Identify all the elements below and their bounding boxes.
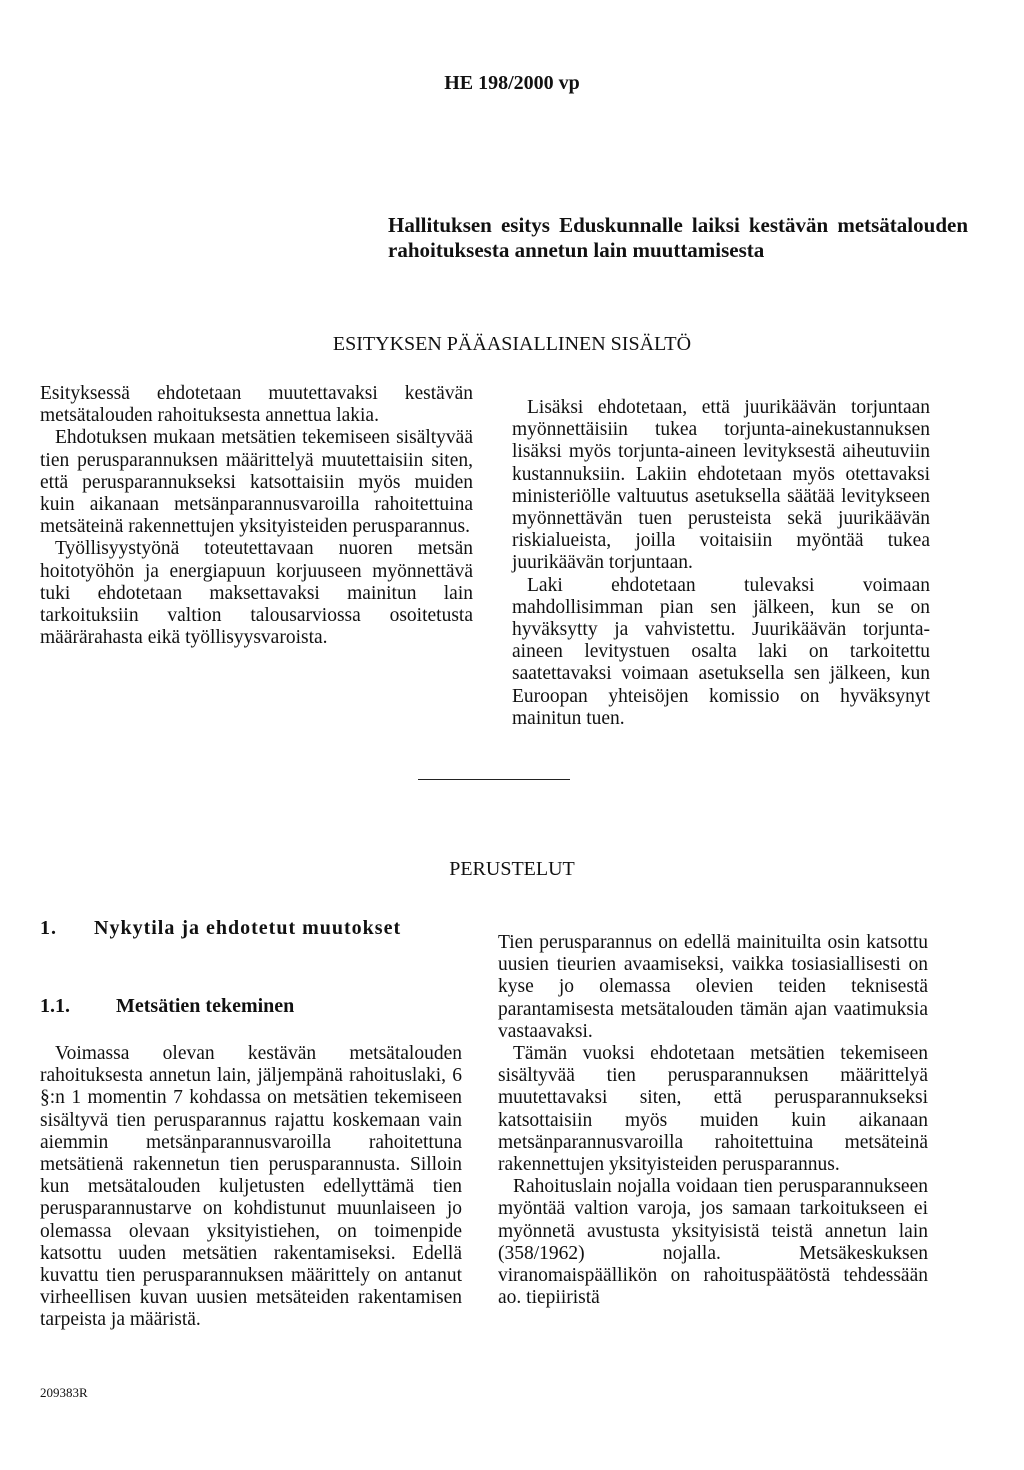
- rationale-right-column: [498, 932, 928, 1309]
- summary-heading: ESITYKSEN PÄÄASIALLINEN SISÄLTÖ: [332, 333, 692, 355]
- summary-left-paragraph: Työllisyystyönä toteutettavaan nuoren metsän hoitotyöhön ja energiapuun korjuuseen myönnettävä tuki ehdotetaan maksettavaksi mainitun lain tarkoituksiin valtion talousarviossa osoitetusta määrärahasta eikä työllisyysvaroista.: [40, 538, 473, 649]
- document-id-header: HE 198/2000 vp: [444, 72, 580, 94]
- rationale-right-paragraph: Tämän vuoksi ehdotetaan metsätien tekemiseen sisältyvää tien perusparannuksen määrittelyä muutettavaksi siten, että perusparannukseksi katsottaisiin myös muiden kuin aikanaan metsänparannusvaroilla rahoitettuina metsäteinä rakennettujen yksityisteiden perusparannus.: [498, 1043, 928, 1176]
- summary-left-paragraph: Esityksessä ehdotetaan muutettavaksi kestävän metsätalouden rahoituksesta annettua lakia.: [40, 383, 473, 427]
- summary-left-column: [40, 383, 473, 649]
- section-1-title: Nykytila ja ehdotetut muutokset: [94, 917, 402, 939]
- document-code: 209383R: [40, 1385, 88, 1400]
- section-divider: [418, 779, 570, 780]
- summary-right-column: [512, 397, 930, 730]
- summary-right-paragraph: Laki ehdotetaan tulevaksi voimaan mahdollisimman pian sen jälkeen, kun se on hyväksytty ja vahvistettu. Juurikäävän torjunta-aineen levitystuen osalta laki on tarkoitettu saatettavaksi voimaan asetuksella sen jälkeen, kun Euroopan yhteisöjen komissio on hyväksynyt mainitun tuen.: [512, 574, 930, 729]
- rationale-left-column: [40, 1043, 462, 1332]
- rationale-right-paragraph: Tien perusparannus on edellä mainituilta osin katsottu uusien tieurien avaamiseksi, vaikka tosiasiallisesti on kyse jo olemassa olevien teiden teknisestä parantamisesta metsätalouden tämän ajan vaatimuksia vastaavaksi.: [498, 932, 928, 1042]
- section-1-1-number: 1.1.: [40, 995, 70, 1017]
- rationale-left-paragraph: Voimassa olevan kestävän metsätalouden rahoituksesta annetun lain, jäljempänä rahoituslaki, 6 §:n 1 momentin 7 kohdassa on metsätien tekemiseen sisältyvä tien perusparannus rajattu koskemaan vain aiemmin metsänparannusvaroilla rahoitettuna metsätienä rakennetun tien perusparannusta. Silloin kun metsätalouden kuljetusten edellyttämä tien perusparannustarve on kohdistunut muunlaiseen jo olemassa olevaan yksityistiehen, on toimenpide katsottu uuden metsätien rakentamiseksi. Edellä kuvattu tien perusparannuksen määrittely on antanut virheellisen kuvan uusien metsäteiden rakentamisen tarpeista ja määristä.: [40, 1043, 462, 1331]
- summary-left-paragraph: Ehdotuksen mukaan metsätien tekemiseen sisältyvää tien perusparannuksen määrittelyä muutettaisiin siten, että perusparannukseksi katsottaisiin myös muiden kuin aikanaan metsänparannusvaroilla rahoitettuina metsäteinä rakennettujen yksityisteiden perusparannus.: [40, 427, 473, 538]
- bill-title: Hallituksen esitys Eduskunnalle laiksi kestävän metsätalouden rahoituksesta annetun lain muuttamisesta: [388, 213, 968, 262]
- section-1-1-title: Metsätien tekeminen: [116, 995, 295, 1017]
- summary-right-paragraph: Lisäksi ehdotetaan, että juurikäävän torjuntaan myönnettäisiin tukea torjunta-ainekustannuksen lisäksi myös torjunta-aineen levityksestä aiheutuviin kustannuksiin. Lakiin ehdotetaan myös otettavaksi ministeriölle valtuutus asetuksella säätää levitykseen myönnettävän tuen perusteista sekä juurikäävän riskialueista, joilla voitaisiin myöntää tukea juurikäävän torjuntaan.: [512, 397, 930, 574]
- rationale-right-paragraph: Rahoituslain nojalla voidaan tien perusparannukseen myöntää valtion varoja, jos samaan tarkoitukseen ei myönnetä avustusta yksityisistä teistä annetun lain (358/1962) nojalla. Metsäkeskuksen viranomaispäällikön on rahoituspäätöstä tehdessään ao. tiepiiristä: [498, 1176, 928, 1309]
- section-1-number: 1.: [40, 917, 57, 939]
- rationale-heading: PERUSTELUT: [449, 858, 575, 880]
